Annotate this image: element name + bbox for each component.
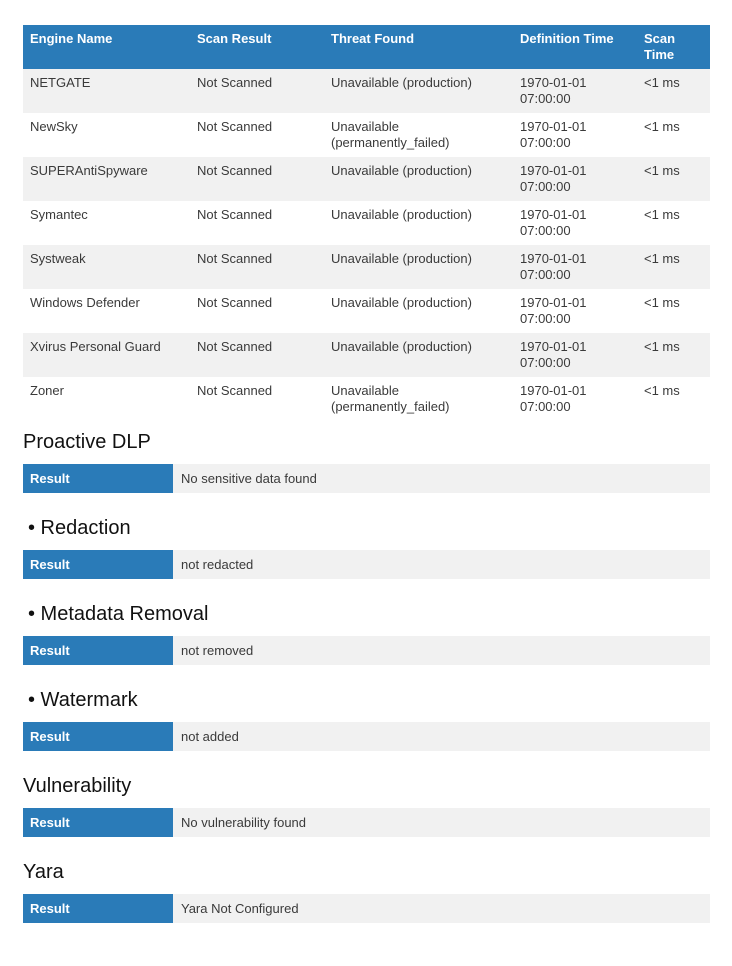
result-value: No vulnerability found [173,808,710,837]
threat-found-cell: Unavailable (production) [324,333,513,377]
scan-result-cell: Not Scanned [190,245,324,289]
section-title-redaction: • Redaction [28,517,131,539]
result-label: Result [23,722,173,751]
engine-name-cell: NewSky [23,113,190,157]
redaction-section [23,507,710,579]
header-threat-found: Threat Found [324,25,513,69]
scan-result-cell: Not Scanned [190,69,324,113]
vulnerability-section [23,765,710,837]
header-definition-time: Definition Time [513,25,637,69]
threat-found-cell: Unavailable (production) [324,245,513,289]
result-label: Result [23,636,173,665]
scan-time-cell: <1 ms [637,157,710,201]
result-label: Result [23,550,173,579]
result-label: Result [23,464,173,493]
result-value: not redacted [173,550,710,579]
result-value: No sensitive data found [173,464,710,493]
section-title-metadata-removal: • Metadata Removal [28,603,209,625]
scan-time-cell: <1 ms [637,201,710,245]
result-label: Result [23,894,173,923]
engine-name-cell: SUPERAntiSpyware [23,157,190,201]
section-title-watermark: • Watermark [28,689,138,711]
scan-time-cell: <1 ms [637,113,710,157]
result-row-redaction [23,550,710,579]
section-title-vulnerability: Vulnerability [23,775,132,797]
table-row [23,157,710,201]
engine-table-body [23,69,710,421]
threat-found-cell: Unavailable (permanently_failed) [324,377,513,421]
engine-results-table [23,25,710,421]
scan-time-cell: <1 ms [637,377,710,421]
threat-found-cell: Unavailable (permanently_failed) [324,113,513,157]
header-row [23,25,710,69]
result-row-metadata-removal [23,636,710,665]
definition-time-cell: 1970-01-01 07:00:00 [513,245,637,289]
scan-result-cell: Not Scanned [190,333,324,377]
table-row [23,113,710,157]
definition-time-cell: 1970-01-01 07:00:00 [513,377,637,421]
header-scan-result: Scan Result [190,25,324,69]
proactive-dlp-section [23,421,710,493]
metadata-removal-section [23,593,710,665]
scan-result-cell: Not Scanned [190,157,324,201]
engine-name-cell: Windows Defender [23,289,190,333]
threat-found-cell: Unavailable (production) [324,289,513,333]
result-value: not removed [173,636,710,665]
section-title-proactive-dlp: Proactive DLP [23,431,151,453]
engine-name-cell: Zoner [23,377,190,421]
engine-table-header [23,25,710,69]
engine-name-cell: Systweak [23,245,190,289]
scan-result-cell: Not Scanned [190,377,324,421]
scan-result-cell: Not Scanned [190,201,324,245]
scan-result-cell: Not Scanned [190,289,324,333]
result-label: Result [23,808,173,837]
engine-name-cell: NETGATE [23,69,190,113]
result-row-vulnerability [23,808,710,837]
table-row [23,289,710,333]
scan-time-cell: <1 ms [637,289,710,333]
header-scan-time: Scan Time [637,25,710,69]
scan-time-cell: <1 ms [637,333,710,377]
scan-time-cell: <1 ms [637,245,710,289]
definition-time-cell: 1970-01-01 07:00:00 [513,333,637,377]
result-row-proactive-dlp [23,464,710,493]
watermark-section [23,679,710,751]
result-row-watermark [23,722,710,751]
definition-time-cell: 1970-01-01 07:00:00 [513,201,637,245]
engine-name-cell: Xvirus Personal Guard [23,333,190,377]
result-value: not added [173,722,710,751]
table-row [23,377,710,421]
definition-time-cell: 1970-01-01 07:00:00 [513,157,637,201]
scan-time-cell: <1 ms [637,69,710,113]
threat-found-cell: Unavailable (production) [324,69,513,113]
scan-result-cell: Not Scanned [190,113,324,157]
header-engine-name: Engine Name [23,25,190,69]
definition-time-cell: 1970-01-01 07:00:00 [513,69,637,113]
report-page [23,25,710,937]
engine-name-cell: Symantec [23,201,190,245]
threat-found-cell: Unavailable (production) [324,157,513,201]
yara-section [23,851,710,923]
table-row [23,201,710,245]
result-value: Yara Not Configured [173,894,710,923]
table-row [23,69,710,113]
threat-found-cell: Unavailable (production) [324,201,513,245]
table-row [23,333,710,377]
definition-time-cell: 1970-01-01 07:00:00 [513,113,637,157]
definition-time-cell: 1970-01-01 07:00:00 [513,289,637,333]
result-row-yara [23,894,710,923]
section-title-yara: Yara [23,861,64,883]
table-row [23,245,710,289]
